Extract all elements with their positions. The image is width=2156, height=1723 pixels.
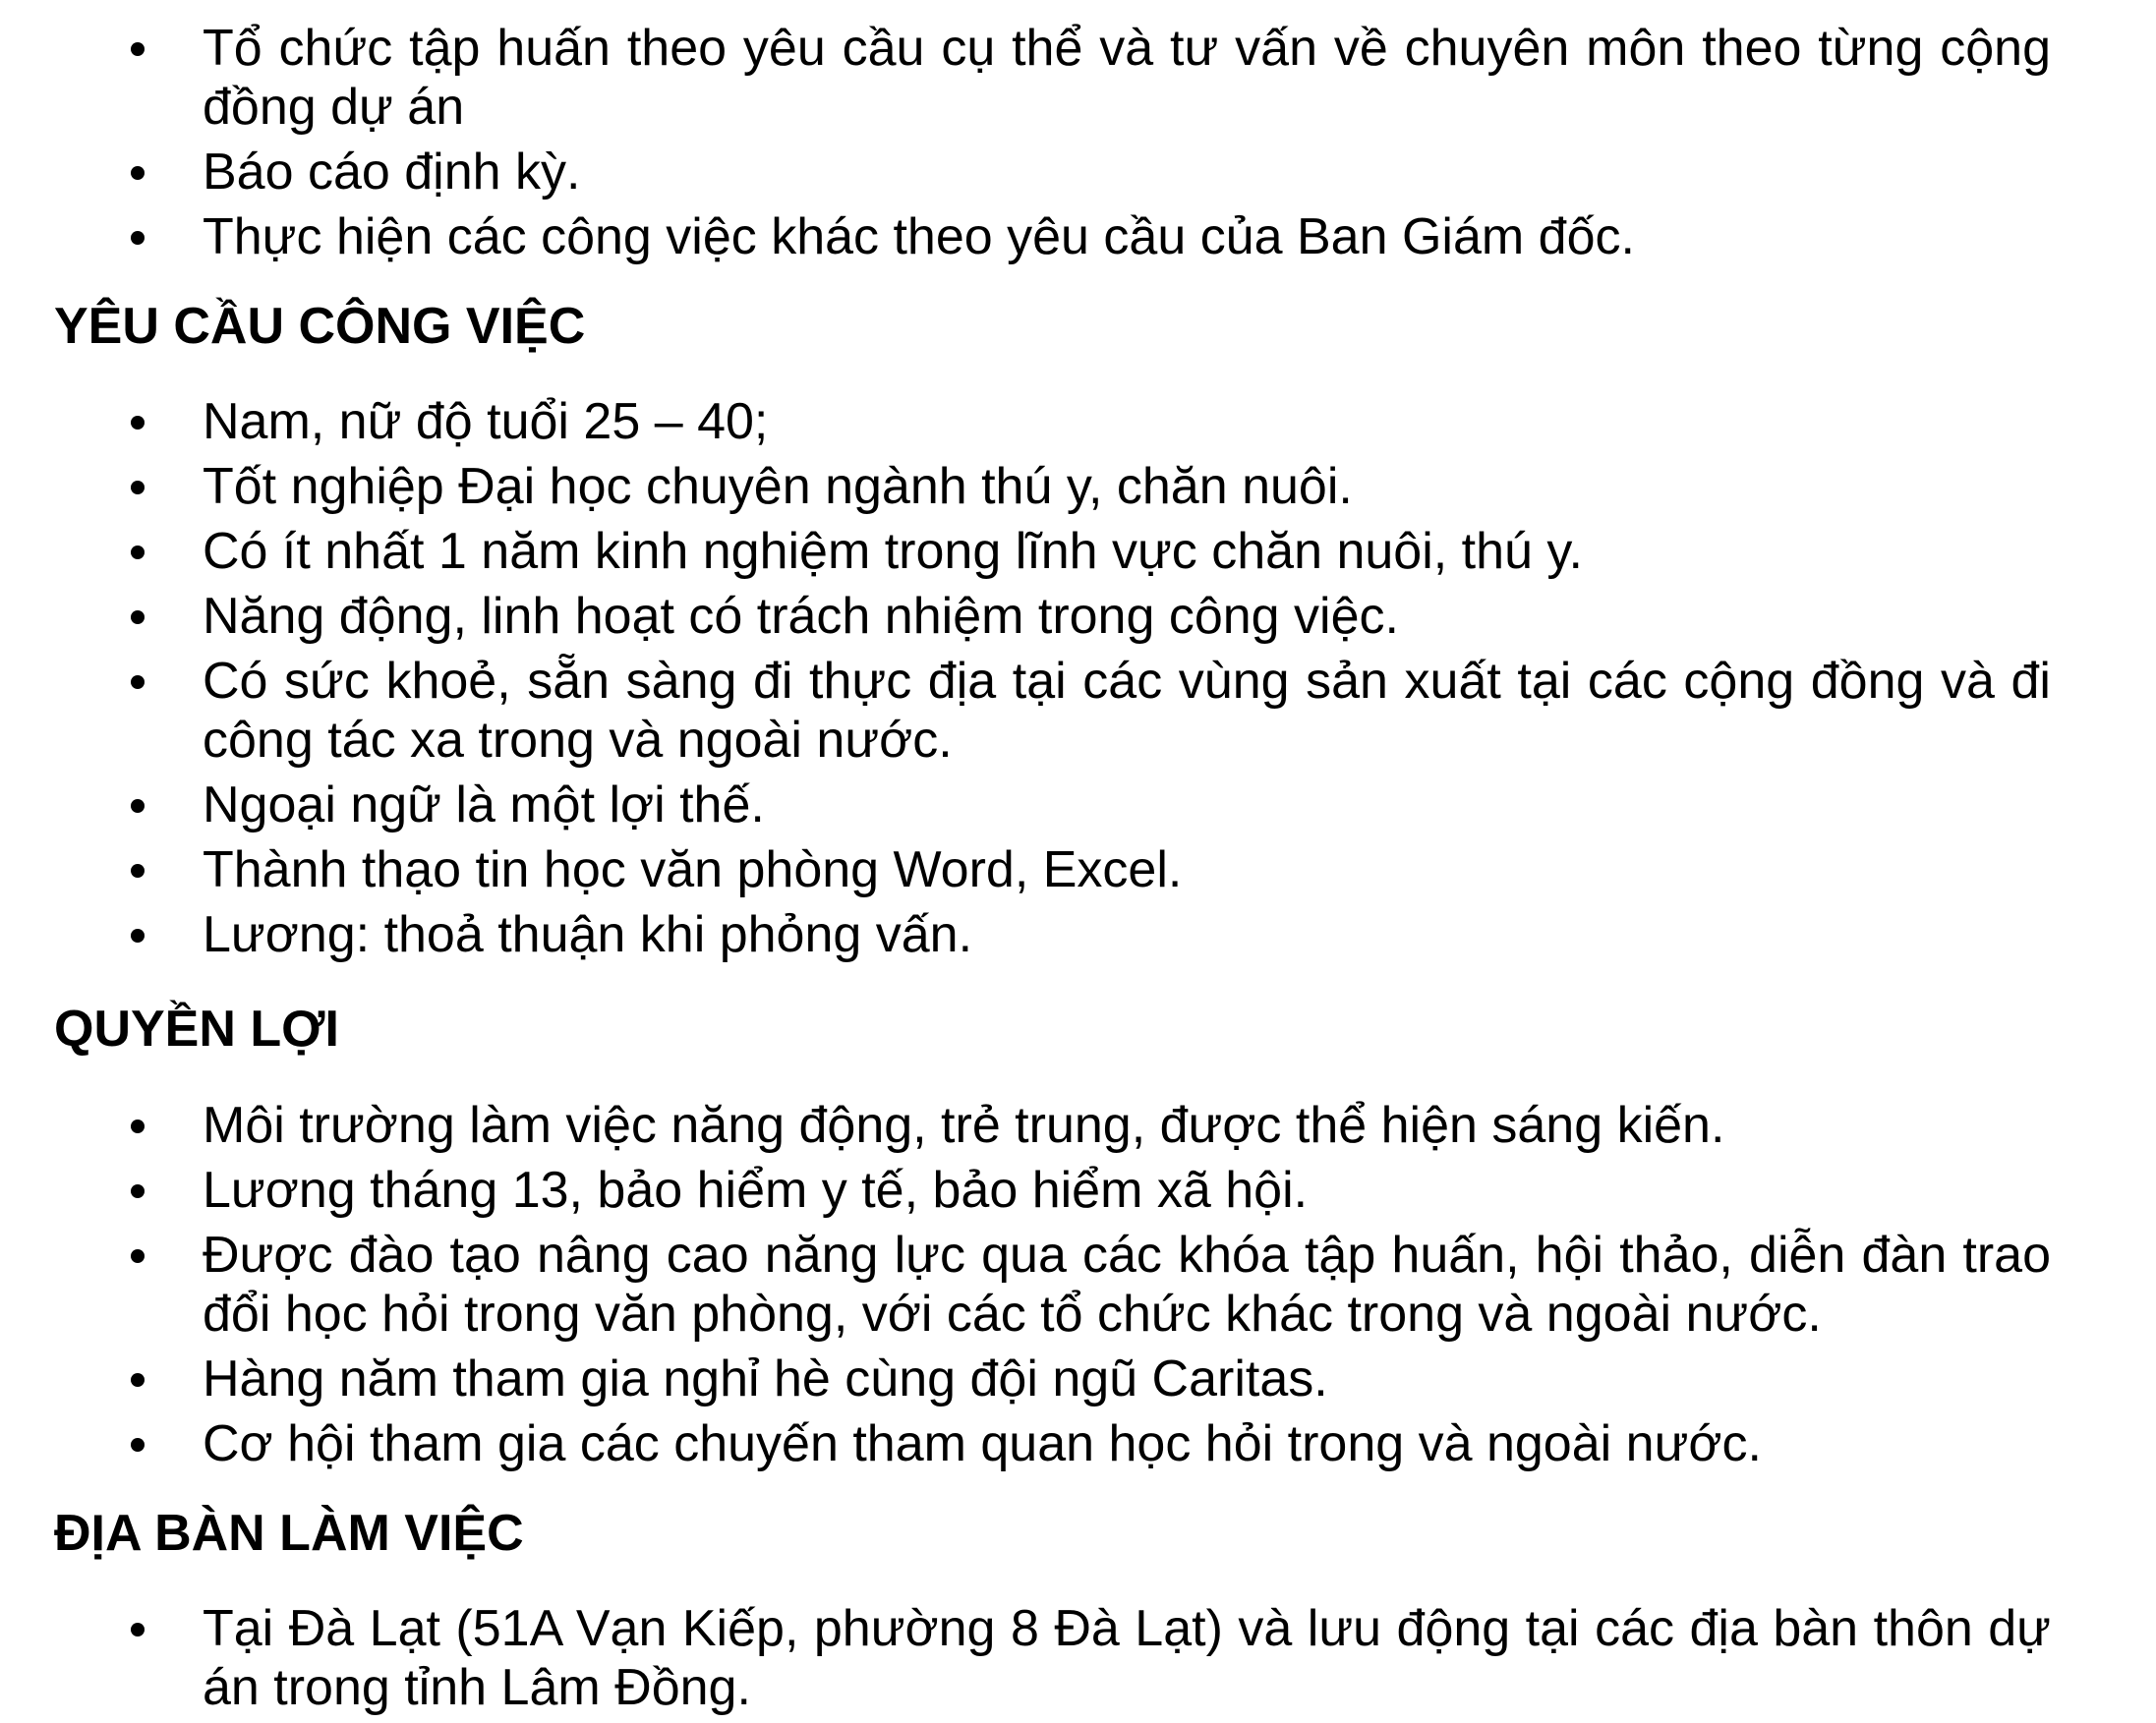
list-item: Tại Đà Lạt (51A Vạn Kiếp, phường 8 Đà Lạt) và lưu động tại các địa bàn thôn dự án trong tỉnh Lâm Đồng. bbox=[0, 1599, 2051, 1717]
list-item: Lương tháng 13, bảo hiểm y tế, bảo hiểm xã hội. bbox=[0, 1161, 2051, 1220]
list-item: Hàng năm tham gia nghỉ hè cùng đội ngũ Caritas. bbox=[0, 1350, 2051, 1408]
list-item: Cơ hội tham gia các chuyến tham quan học hỏi trong và ngoài nước. bbox=[0, 1414, 2051, 1473]
list-item: Năng động, linh hoạt có trách nhiệm trong công việc. bbox=[0, 587, 2051, 646]
list-item: Thực hiện các công việc khác theo yêu cầu của Ban Giám đốc. bbox=[0, 207, 2051, 266]
benefits-list bbox=[0, 1096, 2156, 1479]
section-heading-location: ĐỊA BÀN LÀM VIỆC bbox=[54, 1505, 524, 1562]
list-item: Được đào tạo nâng cao năng lực qua các khóa tập huấn, hội thảo, diễn đàn trao đổi học hỏi trong văn phòng, với các tổ chức khác trong và ngoài nước. bbox=[0, 1226, 2051, 1344]
section-heading-benefits: QUYỀN LỢI bbox=[54, 1001, 339, 1058]
location-list bbox=[0, 1599, 2156, 1723]
intro-list bbox=[0, 19, 2156, 272]
requirements-list bbox=[0, 392, 2156, 970]
list-item: Báo cáo định kỳ. bbox=[0, 143, 2051, 201]
list-item: Tốt nghiệp Đại học chuyên ngành thú y, chăn nuôi. bbox=[0, 457, 2051, 516]
list-item: Môi trường làm việc năng động, trẻ trung, được thể hiện sáng kiến. bbox=[0, 1096, 2051, 1155]
list-item: Có sức khoẻ, sẵn sàng đi thực địa tại các vùng sản xuất tại các cộng đồng và đi công tác xa trong và ngoài nước. bbox=[0, 652, 2051, 770]
list-item: Tổ chức tập huấn theo yêu cầu cụ thể và tư vấn về chuyên môn theo từng cộng đồng dự án bbox=[0, 19, 2051, 137]
list-item: Nam, nữ độ tuổi 25 – 40; bbox=[0, 392, 2051, 451]
section-heading-requirements: YÊU CẦU CÔNG VIỆC bbox=[54, 298, 586, 355]
list-item: Ngoại ngữ là một lợi thế. bbox=[0, 775, 2051, 834]
list-item: Thành thạo tin học văn phòng Word, Excel. bbox=[0, 840, 2051, 899]
list-item: Có ít nhất 1 năm kinh nghiệm trong lĩnh vực chăn nuôi, thú y. bbox=[0, 522, 2051, 581]
list-item: Lương: thoả thuận khi phỏng vấn. bbox=[0, 905, 2051, 964]
